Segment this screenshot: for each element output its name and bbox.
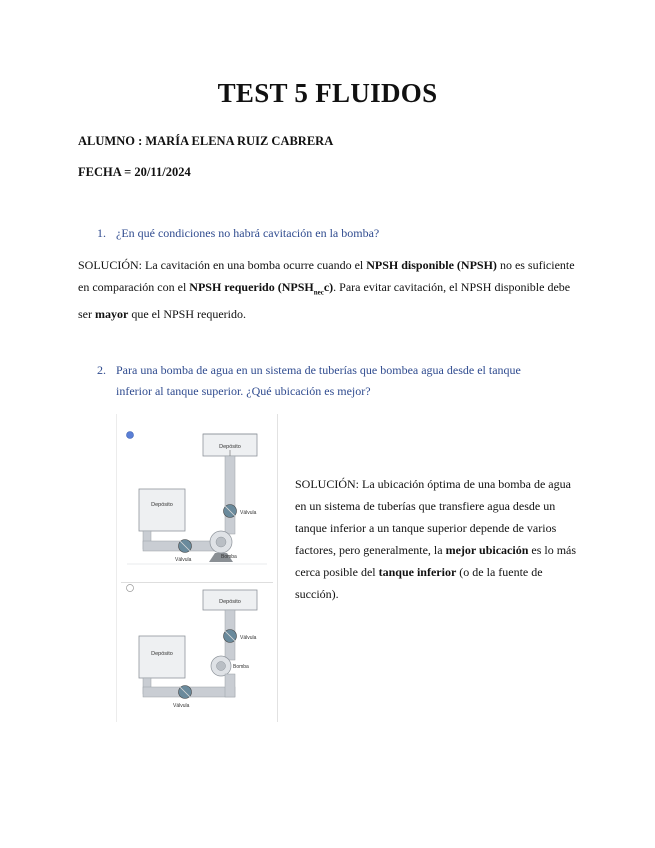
- option-a-radio[interactable]: [127, 432, 134, 439]
- solution-2-text-a: SOLUCIÓN: La ubicación óptima de una bomba de agua en un sistema de tuberías que transfiere agua desde un tanque inferior a un tanque superior depende de varios factores, pero generalmente, la: [295, 477, 571, 557]
- solution-2: [295, 473, 585, 605]
- solution-1-bold-a: NPSH disponible (NPSH): [366, 258, 497, 272]
- option-a-left-tank: [139, 489, 185, 531]
- option-a-valve-bottom-label: Válvula: [175, 557, 192, 563]
- question-1-number: 1.: [97, 226, 106, 240]
- solution-1-bold-b: NPSH requerido (NPSH: [189, 280, 314, 294]
- solution-2-text-b: es lo más cerca posible del: [295, 543, 577, 579]
- solution-1-text-d: que el NPSH requerido.: [128, 307, 246, 322]
- option-a-pump-label: Bomba: [221, 554, 237, 560]
- solution-1-text-a: SOLUCIÓN: La cavitación en una bomba ocurre cuando el: [78, 258, 367, 272]
- question-1: [97, 223, 379, 244]
- pump-diagrams: [117, 414, 277, 722]
- option-b-pump-label: Bomba: [233, 664, 249, 670]
- option-b-radio[interactable]: [127, 585, 134, 592]
- solution-1-bold-d: mayor: [95, 307, 129, 322]
- solution-1: [78, 254, 578, 325]
- solution-2-bold-a: mejor ubicación: [445, 543, 529, 557]
- option-b-left-tank: [139, 636, 185, 678]
- option-b-valve-right-label: Válvula: [240, 635, 257, 641]
- page-title: TEST 5 FLUIDOS: [217, 78, 438, 108]
- question-2-text-line2: inferior al tanque superior. ¿Qué ubicación es mejor?: [116, 384, 371, 398]
- student-name: ALUMNO : MARÍA ELENA RUIZ CABRERA: [78, 134, 334, 148]
- option-a-top-tank-label: Depósito: [219, 444, 241, 450]
- solution-1-text-b: no es suficiente en comparación con el: [78, 258, 575, 294]
- solution-1-subscript: nec: [313, 288, 324, 297]
- option-b-diagram: [127, 585, 258, 710]
- option-b-top-tank-label: Depósito: [219, 599, 241, 605]
- solution-2-text-c: (o de la fuente de succión).: [295, 565, 543, 601]
- solution-2-bold-b: tanque inferior: [378, 565, 457, 579]
- option-b-valve-bottom-label: Válvula: [173, 703, 190, 709]
- option-a-valve-right-label: Válvula: [240, 510, 257, 516]
- question-1-text: ¿En qué condiciones no habrá cavitación en la bomba?: [116, 226, 380, 240]
- question-2-number: 2.: [97, 363, 106, 377]
- solution-1-text-c: . Para evitar cavitación, el NPSH disponible debe ser: [78, 280, 571, 322]
- date: FECHA = 20/11/2024: [78, 165, 191, 179]
- option-a-left-tank-label: Depósito: [151, 502, 173, 508]
- option-a-diagram: [127, 432, 268, 565]
- question-2-text-line1: Para una bomba de agua en un sistema de tuberías que bombea agua desde el tanque: [116, 363, 521, 377]
- pump-options-figure: [116, 414, 278, 722]
- option-b-left-tank-label: Depósito: [151, 651, 173, 657]
- option-a-discharge-pipe: [225, 456, 235, 534]
- question-2: [97, 360, 567, 402]
- solution-1-bold-c: c): [323, 280, 334, 294]
